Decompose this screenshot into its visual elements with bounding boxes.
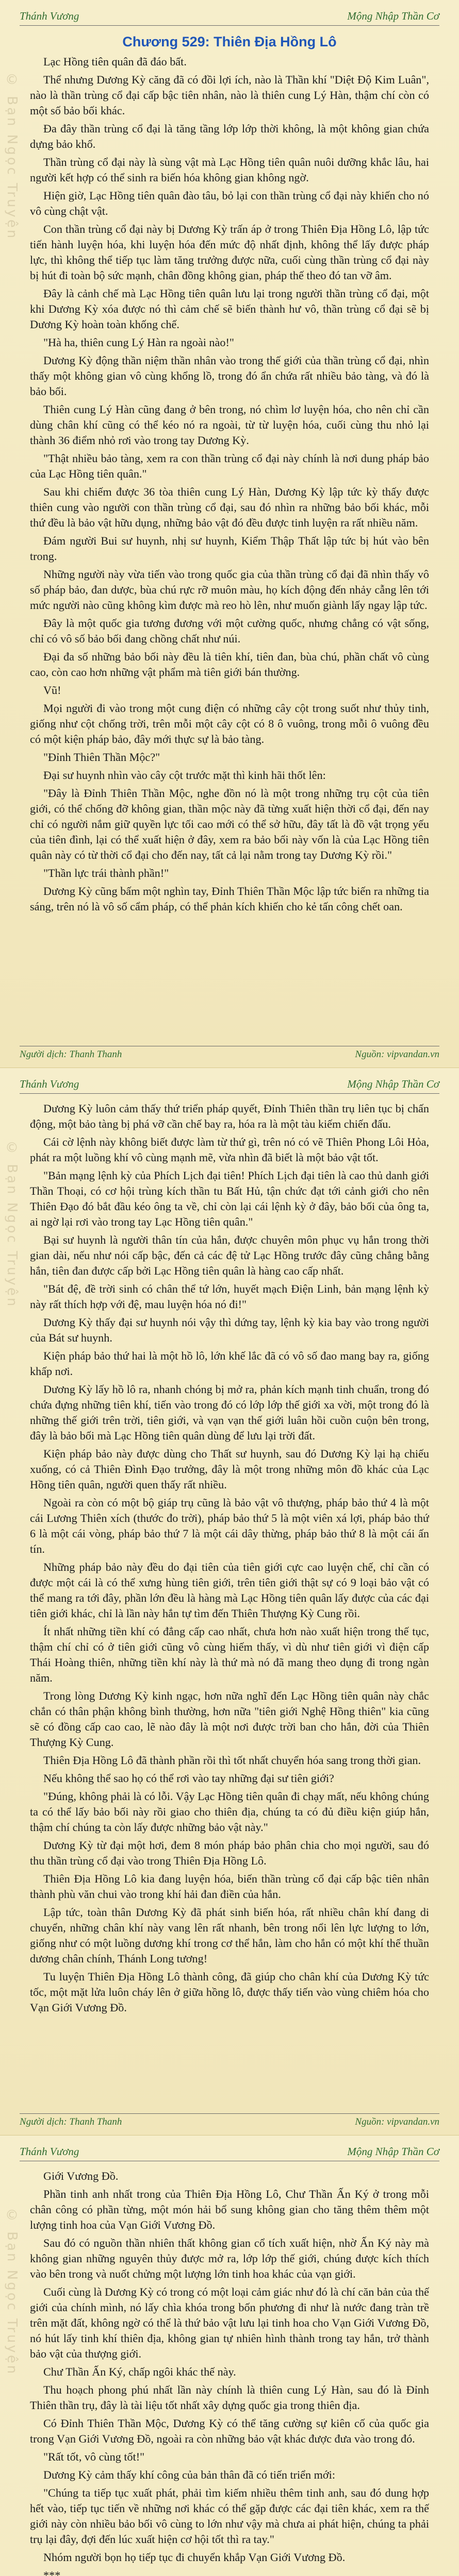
paragraph: Thu hoạch phong phú nhất lần này chính là thiên cung Lý Hàn, sau đó là Đỉnh Thiên thần trụ, đây là tài liệu tốt nhất xây dựng quốc gia trong thiên địa. [30,2383,429,2412]
paragraph: Giới Vương Đồ. [43,2170,119,2182]
paragraph: Bại sư huynh là người thân tín của hắn, được chuyên môn phục vụ hắn trong thời gian dài, nếu như nói cấp bậc, đến cả các đệ tử Lạc Hồng trước đây cũng chẳng bằng hắn, tiên đan được cấp bởi Lạc Hồng tiên quân là hàng cao cấp nhất. [30,1233,429,1277]
header-book-title: Thánh Vương [20,10,79,22]
footer-source-url: vipvandan.vn [387,2116,439,2127]
paragraph: Mọi người đi vào trong một cung điện có những cây cột trong suốt như thủy tinh, giống như cột chống trời, trên mỗi một cây cột có 8 ô vuông, trong mỗi ô vuông đều có một kiện pháp bảo, đây mới thực sự là bảo tàng. [30,702,429,745]
paragraph: Con thần trùng cổ đại này bị Dương Kỳ trấn áp ở trong Thiên Địa Hồng Lô, lập tức tiến hành luyện hóa, khi luyện hóa đến mức độ nhất định, không thể lấy được pháp lực, thì không thể tiếp tục làm tăng trưởng được nữa, cuối cùng thần trùng cổ đại này bị hút đi toàn bộ sức mạnh, chân đồng không gian, pháp thế theo đó tan vỡ âm. [30,223,429,282]
header-site-name: Mộng Nhập Thần Cơ [347,2145,439,2158]
chapter-title: Chương 529: Thiên Địa Hồng Lô [122,34,337,49]
header-book-title: Thánh Vương [20,1078,79,1090]
paragraph: Hiện giờ, Lạc Hồng tiên quân đào tâu, bỏ lại con thần trùng cổ đại này khiến cho nó vô cùng chật vật. [30,189,429,217]
paragraph: "Đây là Đỉnh Thiên Thần Mộc, nghe đồn nó là một trong những trụ cột của tiên giới, có thể chống đỡ không gian, thần mộc này đã từng xuất hiện thời cổ đại, đến nay chỉ có người nắm giữ quyền lực tối cao mới có thể sở hữu, đây tất là đồ vật trọng yếu của tiên đình, lại có thể xuất hiện ở đây, xem ra bảo bối này vốn là của Lạc Hồng tiên quân này có từ thời cổ đại cho đến nay, tất cả lại nằm trong tay Dương Kỳ rồi." [30,787,429,861]
footer-editor-name: Thanh Thanh [69,1049,122,1060]
page-footer [20,2113,439,2131]
paragraph: Dương Kỳ động thần niệm thần nhân vào trong thế giới của thần trùng cổ đại, nhìn thấy một không gian vô cùng khổng lồ, trong đó ẩn chứa rất nhiều bảo tàng, và đó là bảo bối. [30,354,429,398]
paragraph: "Bát đệ, đề trời sinh có chân thể tứ lớn, huyết mạch Điện Linh, bản mạng lệnh kỳ này rất thích hợp với đệ, mau luyện hóa nó đi!" [30,1282,429,1311]
paragraph: Đa đây thần trùng cổ đại là tăng tầng lớp lớp thời không, là một không gian chứa dựng bảo khố. [30,122,429,150]
watermark: © Bạn Ngọc Truyện [4,1140,20,1309]
paragraph: Những người này vừa tiến vào trong quốc gia của thần trùng cổ đại đã nhìn thấy vô số pháp bảo, đan dược, bùa chú rực rỡ muôn màu, họ kích động đến nhảy cẫng lên tới mức người nào cũng không kìm được mà reo hò lên, như muốn giành lấy ngay lập tức. [30,568,429,612]
page-body [30,1101,429,2108]
paragraph: "Chúng ta tiếp tục xuất phát, phải tìm kiếm nhiều thêm tinh anh, sau đó dung hợp hết vào, tiếp tục tiến về những nơi khác có thể gặp được các đại tiên khác, xem ra thế giới này còn nhiều bảo bối vô cùng to lớn như vậy mà chưa ai phát hiện, chúng ta phải trụ lại đây, đợi đến lúc xuất hiện cơ hội tốt thì ra tay." [30,2486,429,2546]
paragraph: Trong lòng Dương Kỳ kinh ngạc, hơn nữa nghĩ đến Lạc Hồng tiên quân này chắc chắn có thân phận không bình thường, hơn nữa "tiên giới Nghệ Hồng thiên" kia cũng sẽ có đồng cấp cao cao, lẽ nào đây là một nơi được trời ban cho hắn, đời của Thiên Thượng Kỳ Cung. [30,1689,429,1749]
paragraph-list [30,2168,429,2576]
paragraph: Dương Kỳ từ đại một hơi, đem 8 món pháp bảo phân chia cho mọi người, sau đó thu thần trùng cổ đại vào trong Thiên Địa Hồng Lô. [30,1839,429,1867]
page-2 [0,1067,459,2135]
paragraph: "Rất tốt, vô cùng tốt!" [43,2450,145,2463]
paragraph: Nhóm người bọn họ tiếp tục đi chuyển khắp Vạn Giới Vương Đồ. [43,2551,346,2564]
paragraph-list [30,54,429,914]
footer-source [355,2116,439,2128]
page-footer [20,1046,439,1063]
footer-source-label: Nguồn: [355,2116,385,2127]
paragraph: Thiên Địa Hồng Lô kia đang luyện hóa, biến thần trùng cổ đại cấp bậc tiên nhân thành phù văn chui vào trong khí hải đan điền của hắn. [30,1872,429,1901]
watermark: © Bạn Ngọc Truyện [4,2208,20,2376]
paragraph: Lạc Hồng tiên quân đã đáo bất. [43,55,187,68]
paragraph: Chư Thần Ấn Ký, chấp ngôi khác thế này. [43,2365,236,2378]
paragraph: Kiện pháp bảo thứ hai là một hồ lô, lớn khế lắc đã có vô số đao mang bay ra, giống khấp nơi. [30,1349,429,1378]
paragraph: Thiên cung Lý Hàn cũng đang ở bên trong, nó chìm lơ luyện hóa, cho nên chỉ cần dùng chân khí cũng có thể kéo nó ra ngoài, từ từ luyện hóa, cuối cùng thu nhỏ lại thành 36 điểm nhỏ rơi vào trong tay Dương Kỳ. [30,403,429,447]
page-body [30,33,429,1041]
paragraph: "Thần lực trái thành phần!" [43,867,169,879]
paragraph: Đám người Bui sư huynh, nhị sư huynh, Kiểm Thập Thất lập tức bị hút vào bên trong. [30,534,429,563]
paragraph: Cuối cùng là Dương Kỳ có trong có một loại cảm giác như đó là chí căn bản của thế giới của chính mình, nó lấy chìa khóa trong bốn phương đi như là nước đang tràn trề trên mặt đất, không ngờ có thể là thứ bảo vật lưu lại tinh hoa cho Vạn Giới Vương Đồ, nó hút lấy tinh khí thiên địa, không gian tự nhiên hình thành trong tay hắn, trở thành bảo vật của thượng giới. [30,2285,429,2360]
paragraph: "Bản mạng lệnh kỳ của Phích Lịch đại tiên! Phích Lịch đại tiên là cao thủ danh giới Thần Thoại, có cơ hội trùng kích thần tu Bất Hủ, tận chức đạt tới cảnh giới cho nên Thiên Đạo đó bắt đầu kéo ông ta về, chỉ còn lại cái lệnh kỳ ở đây, bảo bối của ông ta, ai ngờ lại rơi vào trong tay Lạc Hồng tiên quân." [30,1169,429,1228]
header-site-name: Mộng Nhập Thần Cơ [347,10,439,22]
footer-source-url: vipvandan.vn [387,1049,439,1060]
paragraph: Thần trùng cổ đại này là sùng vật mà Lạc Hồng tiên quân nuôi dưỡng khắc lâu, hai người kết hợp có thể sinh ra biến hóa không gian không ngờ. [30,156,429,184]
paragraph: Những pháp bảo này đều do đại tiên của tiên giới cực cao luyện chế, chỉ cần có được một cái là có thể xưng hùng tiên giới, trên tiên giới thật sự có 9 loại bảo vật có thể mang ra tới đây, phần lớn đều là hàng mà Lạc Hồng tiên quân lấy được của các đại tiên giới khác, chỉ là lần này hắn tự tìm đến Thiên Thượng Kỳ Cung rồi. [30,1561,429,1620]
paragraph: "Thật nhiều bảo tàng, xem ra con thần trùng cổ đại này chính là nơi dung pháp bảo của Lạc Hồng tiên quân." [30,452,429,480]
paragraph: Ngoài ra còn có một bộ giáp trụ cũng là bảo vật vô thượng, pháp bảo thứ 4 là một cái Lương Thiên xích (thước đo trời), pháp bảo thứ 5 là một viên xá lợi, pháp bảo thứ 6 là một cái vòng, pháp bảo thứ 7 là một cái dây thừng, pháp bảo thứ 8 là một cái ấn tín. [30,1496,429,1555]
paragraph: Dương Kỳ cảm thấy khí công của bản thân đã có tiến triển mới: [43,2468,335,2481]
paragraph: Ít nhất những tiền khí có đẳng cấp cao nhất, chưa hơn nào xuất hiện trong thế tục, thậm chí chỉ có ở tiên giới cũng vô cùng hiếm thấy, vì dù như tiên giới vì điện cấp Thái Hoàng thiên, những tiền khí này là thứ mà nó đã mang theo dụng đi trong ngàn năm. [30,1625,429,1684]
paragraph: Dương Kỳ luôn cảm thấy thứ triển pháp quyết, Đỉnh Thiên thần trụ liên tục bị chấn động, một bảo tàng bị phá vỡ cần chế bay ra, hóa ra là một tàu kiếm chiến đấu. [30,1102,429,1130]
footer-source [355,1049,439,1060]
footer-source-label: Nguồn: [355,1049,385,1060]
paragraph: Cái cờ lệnh này không biết được làm từ thứ gì, trên nó có vẽ Thiên Phong Lôi Hỏa, phát ra một luồng khí vô cùng mạnh mẽ, vừa nhìn đã biết là một bảo vật tốt. [30,1136,429,1164]
paragraph: *** [43,2569,61,2576]
paragraph: Đại đa số những bảo bối này đều là tiên khí, tiên đan, bùa chú, phần chất vô cùng cao, còn cao hơn những vật phẩm mà tiên giới bán thường. [30,650,429,679]
paragraph: "Đúng, không phải là có lỗi. Vậy Lạc Hồng tiên quân đi chạy mất, nếu không chúng ta có thể lấy bảo bối này rồi giao cho thiên địa, chúng ta có đủ điều kiện giúp hắn, thậm chí chúng ta còn lấy được những bảo vật này." [30,1790,429,1834]
paragraph: Phần tinh anh nhất trong của Thiên Địa Hồng Lô, Chư Thần Ấn Ký ở trong mỗi chân công có phần từng, một món hải bổ sung không gian cho tăng thêm thêm một lượng tinh hoa của Vạn Giới Vương Đồ. [30,2188,429,2231]
paragraph: Sau khi chiếm được 36 tòa thiên cung Lý Hàn, Dương Kỳ lập tức kỳ thấy được thiên cung vào người con thần trùng cổ đại, sau đó nhìn ra những bảo bối khác, mỗi thứ đều là bảo vật hữu dụng, những bảo vật đó đều được tinh luyện ra rất nhiều năm. [30,485,429,529]
paragraph: Thiên Địa Hồng Lô đã thành phần rồi thì tốt nhất chuyển hóa sang trong thời gian. [43,1754,421,1767]
paragraph: Tu luyện Thiên Địa Hồng Lô thành công, đã giúp cho chân khí của Dương Kỳ tức tốc, một mặt lửa luôn cháy lên ở giữa hồng lô, được thấy tiến vào vùng chiêm hóa cho Vạn Giới Vương Đồ. [30,1970,429,2014]
paragraph: Kiện pháp bảo này được dùng cho Thất sư huynh, sau đó Dương Kỳ lại hạ chiếu xuống, có cả Thiên Đình Đạo trưởng, đây là một trong những môn đồ khác của Lạc Hồng tiên quân, người quen thấy rất nhiều. [30,1447,429,1491]
paragraph-list [30,1101,429,2015]
paragraph: Đây là một quốc gia tương đương với một cường quốc, nhưng chẳng có vật sống, chỉ có vô số bảo bối đang chồng chất như núi. [30,617,429,645]
footer-editor-label: Người dịch: [20,2116,67,2127]
paragraph: Nếu không thể sao họ có thể rơi vào tay những đại sư tiên giới? [43,1772,334,1785]
paragraph: "Hà ha, thiên cung Lý Hàn ra ngoài nào!" [43,336,234,349]
paragraph: Đại sư huynh nhìn vào cây cột trước mặt thì kinh hãi thốt lên: [43,769,326,782]
page-1 [0,0,459,1067]
page-header [20,1074,439,1094]
paragraph: Sau đó có nguồn thần nhiên thất không gian cổ tích xuất hiện, nhờ Ấn Ký này mà không gian những nguyên thủy được mở ra, lớp lớp thế giới, chúng được kích thích vào bên trong và nuốt chửng một lượng lớn tinh hoa khác của vạn giới. [30,2236,429,2280]
paragraph: Thể nhưng Dương Kỳ căng đã có đồi lợi ích, nào là Thần khí "Diệt Độ Kim Luân", nào là thần trùng cổ đại cấp bậc tiên nhân, nào là thiên cung Lý Hàn, thậm chí còn có một số bảo bối khác. [30,73,429,117]
paragraph: "Đỉnh Thiên Thần Mộc?" [43,751,160,764]
page-body [30,2168,429,2576]
paragraph: Vũ! [43,684,61,697]
footer-editor [20,1049,122,1060]
paragraph: Lập tức, toàn thân Dương Kỳ đã phát sinh biến hóa, rất nhiều chân khí đang di chuyển, những chân khí này vang lên rất nhanh, bên trong nổi lên lực lượng to lớn, giống như có một luồng dương khí trong cơ thể hắn, làm cho hắn có một khí thế thuần dương chân chính, Thánh Long tương! [30,1906,429,1965]
header-book-title: Thánh Vương [20,2145,79,2158]
paragraph: Dương Kỳ lấy hồ lô ra, nhanh chóng bị mở ra, phản kích mạnh tinh chuẩn, trong đó chứa đựng những tiên khí, tiến vào trong đó có lớp lớp thế giới xa vời, một trong đó là những thế giới trên trời, tiên giới, và vạn vạn thế giới luân hồi cuồn cuộn bên trong, đây là bảo bối mà Lạc Hồng tiên quân dùng để lưu lại trời đất. [30,1383,429,1442]
page-header [20,6,439,26]
watermark: © Bạn Ngọc Truyện [4,72,20,241]
page-3 [0,2135,459,2576]
footer-editor-label: Người dịch: [20,1049,67,1060]
footer-editor-name: Thanh Thanh [69,2116,122,2127]
page-header [20,2142,439,2161]
paragraph: Đây là cảnh chế mà Lạc Hồng tiên quân lưu lại trong người thần trùng cổ đại, một khi Dương Kỳ xóa được nó thì cảm chế sẽ biến thành hư vô, thần trùng cổ đại sẽ bị Dương Kỳ hoàn toàn khống chế. [30,287,429,331]
footer-editor [20,2116,122,2128]
paragraph: Có Đỉnh Thiên Thần Mộc, Dương Kỳ có thể tăng cường sự kiên cố của quốc gia trong Vạn Giới Vương Đồ, ngoài ra còn những bảo vật khác được đưa vào trong đó. [30,2417,429,2445]
header-site-name: Mộng Nhập Thần Cơ [347,1078,439,1090]
paragraph: Dương Kỳ thấy đại sư huynh nói vậy thì dứng tay, lệnh kỳ kia bay vào trong người của Bát sư huynh. [30,1316,429,1344]
paragraph: Dương Kỳ cũng bấm một nghìn tay, Đỉnh Thiên Thần Mộc lập tức biến ra những tia sáng, trên nó là vô số cẩm pháp, có thể phản kích khiến cho kẻ tấn công chết oan. [30,885,429,913]
